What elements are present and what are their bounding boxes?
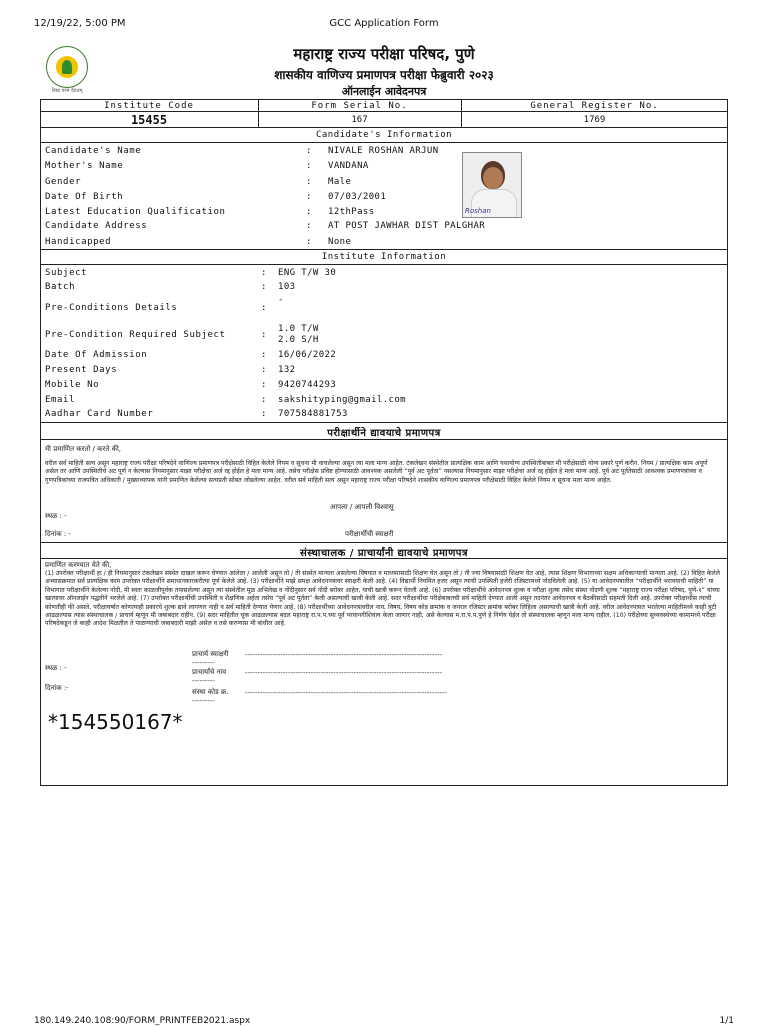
principal-signature-label: प्राचार्य स्वाक्षरी <box>192 650 229 658</box>
value-education: 12thPass <box>328 207 375 217</box>
institute-code-line: -------------------------------------------------------------------------------- <box>245 689 448 697</box>
label-present-days: Present Days <box>45 365 118 375</box>
value-mother-name: VANDANA <box>328 161 369 171</box>
principal-name-line: ------------------------------------------------------------------------------ <box>245 669 443 677</box>
institute-code-value: 15455 <box>130 113 168 127</box>
form-frame <box>40 99 728 786</box>
label-precondition-subject: Pre-Condition Required Subject <box>45 330 226 340</box>
print-url: 180.149.240.108:90/FORM_PRINTFEB2021.aspx <box>34 1016 251 1026</box>
principal-signature-line: ------------------------------------------------------------------------------ <box>245 651 443 659</box>
institute-place: स्थळ : - <box>45 664 67 672</box>
label-dob: Date Of Birth <box>45 192 124 202</box>
value-candidate-name: NIVALE ROSHAN ARJUN <box>328 146 439 156</box>
institute-declaration-intro: प्रमाणित करण्यात येते की, <box>45 561 112 569</box>
label-email: Email <box>45 395 76 405</box>
form-serial-header: Form Serial No. <box>311 101 408 111</box>
label-batch: Batch <box>45 282 76 292</box>
institute-section-title: Institute Information <box>321 252 447 262</box>
value-handicapped: None <box>328 237 352 247</box>
institute-code-header: Institute Code <box>104 101 194 111</box>
label-aadhar: Aadhar Card Number <box>45 409 154 419</box>
institute-date: दिनांक :- <box>45 684 69 692</box>
institute-code-label: संस्था कोड क्र. <box>192 688 229 696</box>
exam-title: शासकीय वाणिज्य प्रमाणपत्र परीक्षा फेब्रुवारी २०२३ <box>274 68 494 82</box>
value-address: AT POST JAWHAR DIST PALGHAR <box>328 221 486 231</box>
print-page-count: 1/1 <box>719 1016 734 1026</box>
label-gender: Gender <box>45 177 82 187</box>
value-batch: 103 <box>278 282 296 292</box>
value-admission-date: 16/06/2022 <box>278 350 337 360</box>
org-name: महाराष्ट्र राज्य परीक्षा परिषद, पुणे <box>293 45 475 63</box>
student-date: दिनांक : - <box>45 530 71 538</box>
candidate-photo <box>462 152 522 218</box>
value-subject: ENG T/W 30 <box>278 268 337 278</box>
value-aadhar: 707584881753 <box>278 409 348 419</box>
student-sign-label: आपला / आपली विश्वासू <box>330 503 394 511</box>
form-serial-value: 167 <box>351 115 368 125</box>
label-preconditions: Pre-Conditions Details <box>45 303 178 313</box>
student-signature: परीक्षार्थीची स्वाक्षरी <box>345 530 394 538</box>
label-candidate-name: Candidate's Name <box>45 146 142 156</box>
logo-caption: विद्या परमं दैवतम् <box>51 88 83 94</box>
label-subject: Subject <box>45 268 88 278</box>
value-preconditions: - <box>278 295 284 305</box>
label-mobile: Mobile No <box>45 380 100 390</box>
photo-signature: Roshan <box>465 207 491 215</box>
barcode-text: *154550167* <box>48 710 183 734</box>
print-title: GCC Application Form <box>329 18 439 29</box>
label-education: Latest Education Qualification <box>45 207 226 217</box>
candidate-section-title: Candidate's Information <box>315 130 453 140</box>
student-place: स्थळ : - <box>45 512 67 520</box>
form-title: ऑनलाईन आवेदनपत्र <box>341 85 427 98</box>
label-mother-name: Mother's Name <box>45 161 124 171</box>
value-precondition-subject-2: 2.0 S/H <box>278 335 319 345</box>
institute-declaration-title: संस्थाचालक / प्राचार्यांनी द्यावयाचे प्रमाणपत्र <box>299 548 469 559</box>
label-handicapped: Handicapped <box>45 237 112 247</box>
gr-no-value: 1769 <box>583 115 606 125</box>
student-declaration-title: परीक्षार्थीने द्यावयाचे प्रमाणपत्र <box>327 428 441 439</box>
student-declaration-intro: मी प्रमाणित करतो / करते की, <box>45 445 122 453</box>
print-datetime: 12/19/22, 5:00 PM <box>34 18 126 29</box>
value-present-days: 132 <box>278 365 296 375</box>
value-gender: Male <box>328 177 352 187</box>
value-email: sakshityping@gmail.com <box>278 395 407 405</box>
student-declaration-body: वरील सर्व माहिती सत्य असून महाराष्ट्र राज्य परीक्षा परिषदेने वाणिज्य प्रमाणपत्र परीक्षेसाठी विहित केलेले नियम व सूचना मी वाचलेल्या असून त्या मला मान्य आहेत. टंकलेखन संस्थेतील प्रात्यक्षिक काम आणि यथायोग्य उपस्थितीबाबत मी परीक्षेसाठी योग्य प्रकारे पूर्ण करीन. नियम / प्रात्यक्षिक काम अपूर्ण असेल तर आणि उपस्थितीचे अट पूर्ण न केल्यास नियमानुसार माझा परीक्षेचा अर्ज रद्द होईल हे मला मान्य आहे. तसेच परीक्षेस प्रविष्ट होण्यासाठी आवश्यक असलेली “पूर्व अट पूर्तता” नसल्यास नियमानुसार माझा परीक्षेचा अर्ज रद्द होईल हे मला मान्य आहे. पूर्व अट पूर्ततेसाठी आवश्यक प्रमाणपत्रांच्या व गुणपत्रिकांच्या राजपत्रित अधिकारी / मुख्याध्यापक यांनी प्रमाणित केलेल्या सत्यप्रती सोबत जोडलेल्या आहेत. वरील सर्व माहिती सत्य असून महाराष्ट्र राज्य परीक्षा परिषदेने शासकीय वाणिज्य प्रमाणपत्र परीक्षेसाठी विहित केलेले नियम व सूचना मला मान्य आहेत. <box>45 460 708 484</box>
gr-no-header: General Register No. <box>530 101 659 111</box>
value-precondition-subject-1: 1.0 T/W <box>278 324 319 334</box>
label-admission-date: Date Of Admission <box>45 350 148 360</box>
label-address: Candidate Address <box>45 221 148 231</box>
principal-name-label: प्राचार्यांचे नाव <box>192 668 227 676</box>
value-dob: 07/03/2001 <box>328 192 387 202</box>
value-mobile: 9420744293 <box>278 380 337 390</box>
print-header <box>34 18 734 32</box>
institute-declaration-body: (1) उपरोक्त परीक्षार्थी हा / ही नियमानुसार टंकलेखन संस्थेत दाखल करून घेण्यात आलेला / आलेली असून तो / ती संस्थेत मान्यता असलेल्या विषयात व माध्यमासाठी शिक्षण घेत असून तो / ती ज्या विषयासाठी शिक्षण घेत आहे, त्यास शिक्षण विभागाच्या सक्षम अधिकाऱ्याची मान्यता आहे. (2) विहित केलेले अभ्यासक्रमात सर्व प्रात्यक्षिक काम उपरोक्त परीक्षार्थीने समाधानकारकरीत्या पूर्ण केलेले आहे. (3) परीक्षार्थीने माझे समक्ष आवेदनपत्रावर स्वाक्षरी केली आहे. (4) विद्यार्थी नियमित हजर असून त्याची उपस्थिती हजेरी रजिस्टरमध्ये नोंदविलेली आहे. (5) या आवेदनपत्रातील “परीक्षार्थीने भरावयाची माहिती” या विभागात परीक्षार्थीने केलेल्या नोंदी, मी स्वतः काळजीपूर्वक तपासलेल्या असून त्या संस्थेतील मूळ अभिलेख व नोंदीनुसार सर्व नोंदी बरोबर आहेत, याची खात्री करून घेतली आहे. (6) उपरोक्त परीक्षार्थीचे आवेदनपत्र शुल्क व परीक्षा शुल्क तसेच संस्था नोंदणी शुल्क “महाराष्ट्र राज्य परीक्षा परिषद, पुणे-१” यांच्या खात्यावर ऑनलाईन पद्धतीने भरलेले आहे. (7) उपरोक्त परीक्षार्थीची उपस्थिती व शैक्षणिक अर्हता तसेच “पूर्व अट पूर्तता” केली असल्याची खात्री केली आहे. सदर परीक्षार्थीचा परीक्षेबाबतची सर्व माहिती देण्यात आली असून तदनंतर आवेदनपत्र व बैठकीसाठी सहमती दिली आहे. उपरोक्त परीक्षार्थीस त्याची कोणतीही फी असले, परीक्षावर्षात कोणत्याही प्रकारचे शुल्क द्यावे लागणार नाही व सर्व माहिती देण्यात येणार आहे. (8) परीक्षार्थीच्या आवेदनपत्रावरील नाव, विषय, विषय कोड क्रमांक व जनरल रजिस्टर क्रमांक बरोबर लिहिला असल्याची खात्री केली आहे. वरील आवेदनपत्रात भरलेल्या माहितीमध्ये काही त्रुटी आढळल्यास त्यास संस्थाचालक / प्राचार्य म्हणून मी जबाबदार राहीन. (9) सदर माहितीत चूक आढळल्यास बदल महाराष्ट्र रा.प.प.च्या पूर्व परवानगीशिवाय केला जाणार नाही, असे केल्यास म.रा.प.प.पुणे हे निर्णय घेईल तो संस्थाचालक म्हणून मला मान्य राहील. (10) परीक्षेच्या सुव्यवस्थेच्या कामामध्ये परीक्षा परिषदेकडून जे काही आदेश मिळतील ते पाळण्याची जबाबदारी माझी असेल व तसे करण्यास मी बांधील आहे. <box>45 570 720 628</box>
